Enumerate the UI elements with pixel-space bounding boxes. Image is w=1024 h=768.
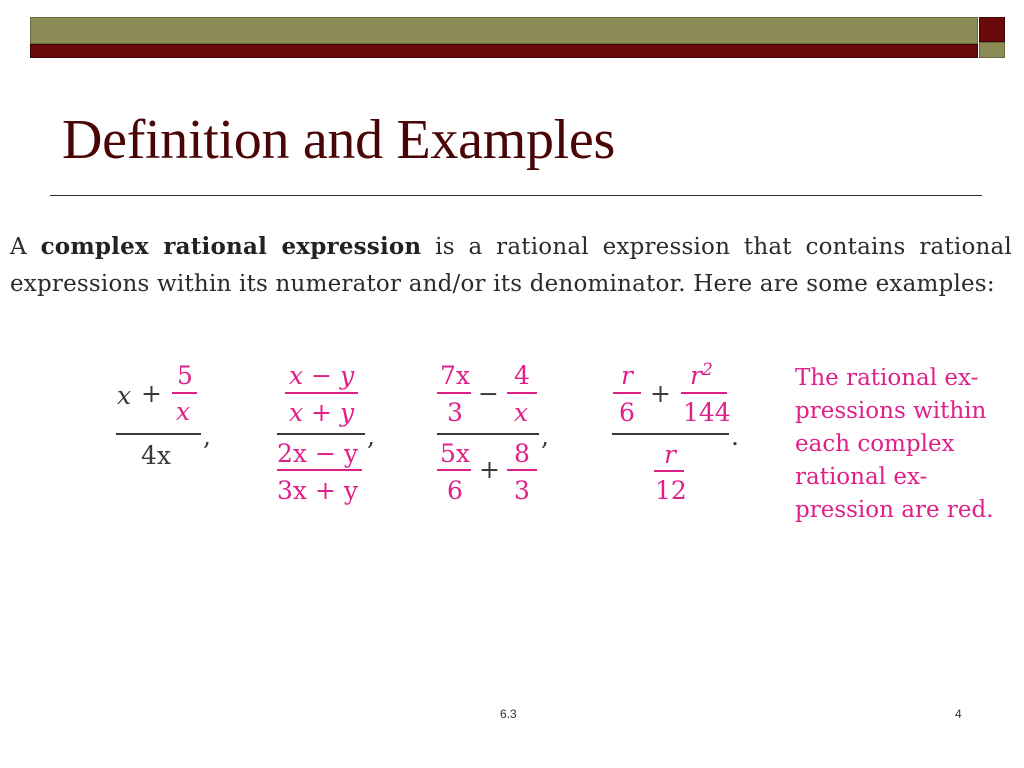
e1-separator: , bbox=[203, 422, 211, 451]
e3-c-fraction-bar bbox=[437, 469, 471, 471]
e4-b-denominator: 144 bbox=[683, 398, 731, 427]
definition-term: complex rational expression bbox=[40, 233, 422, 260]
slide-title: Definition and Examples bbox=[62, 109, 615, 171]
page-number: 4 bbox=[955, 707, 962, 721]
e3-plus: + bbox=[479, 455, 500, 484]
e3-b-fraction-bar bbox=[507, 392, 537, 394]
e1-inner-numerator: 5 bbox=[177, 361, 193, 390]
e1-variable: x bbox=[117, 381, 132, 410]
side-note: The rational ex- pressions within each complex rational ex- pression are red. bbox=[795, 365, 994, 523]
e3-a-denominator: 3 bbox=[447, 398, 463, 427]
e1-plus: + bbox=[141, 379, 162, 408]
e2-bottom-fraction-bar bbox=[277, 469, 362, 471]
e2-separator: , bbox=[367, 422, 375, 451]
e4-b-base: r bbox=[690, 361, 702, 390]
e4-c-denominator: 12 bbox=[655, 476, 687, 505]
e4-plus: + bbox=[650, 379, 671, 408]
footer-section-label: 6.3 bbox=[500, 707, 517, 721]
e3-d-denominator: 3 bbox=[514, 476, 530, 505]
e2-top-fraction-bar bbox=[285, 392, 358, 394]
e2-top-numerator: x − y bbox=[289, 361, 355, 390]
e1-inner-denominator: x bbox=[176, 397, 191, 426]
definition-lead: A bbox=[10, 234, 27, 260]
e3-a-numerator: 7x bbox=[440, 361, 471, 390]
e1-denominator: 4x bbox=[141, 441, 172, 470]
e3-b-numerator: 4 bbox=[514, 361, 530, 390]
e3-separator: , bbox=[541, 422, 549, 451]
e1-inner-fraction-bar bbox=[172, 392, 197, 394]
e3-c-denominator: 6 bbox=[447, 476, 463, 505]
e4-separator: . bbox=[731, 422, 739, 451]
e3-d-fraction-bar bbox=[507, 469, 537, 471]
e4-a-fraction-bar bbox=[613, 392, 641, 394]
e2-bottom-denominator: 3x + y bbox=[277, 476, 358, 505]
e3-main-fraction-bar bbox=[437, 433, 539, 435]
e4-b-exponent: 2 bbox=[701, 360, 713, 380]
e4-main-fraction-bar bbox=[612, 433, 729, 435]
e2-bottom-numerator: 2x − y bbox=[277, 439, 358, 468]
e1-main-fraction-bar bbox=[116, 433, 201, 435]
e4-c-numerator: r bbox=[664, 440, 676, 469]
e3-a-fraction-bar bbox=[437, 392, 471, 394]
e4-c-fraction-bar bbox=[654, 470, 684, 472]
e4-a-numerator: r bbox=[621, 361, 633, 390]
e4-b-fraction-bar bbox=[681, 392, 727, 394]
e3-minus: − bbox=[478, 379, 499, 408]
e4-b-numerator bbox=[690, 360, 713, 390]
e3-d-numerator: 8 bbox=[514, 439, 530, 468]
definition-text: is a rational expression that contains rational expressions within its numerator and/or its denominator. Here are some examples: bbox=[10, 234, 1012, 297]
e2-main-fraction-bar bbox=[277, 433, 365, 435]
e2-top-denominator: x + y bbox=[289, 398, 355, 427]
e3-b-denominator: x bbox=[514, 398, 529, 427]
e3-c-numerator: 5x bbox=[440, 439, 471, 468]
e4-a-denominator: 6 bbox=[619, 398, 635, 427]
